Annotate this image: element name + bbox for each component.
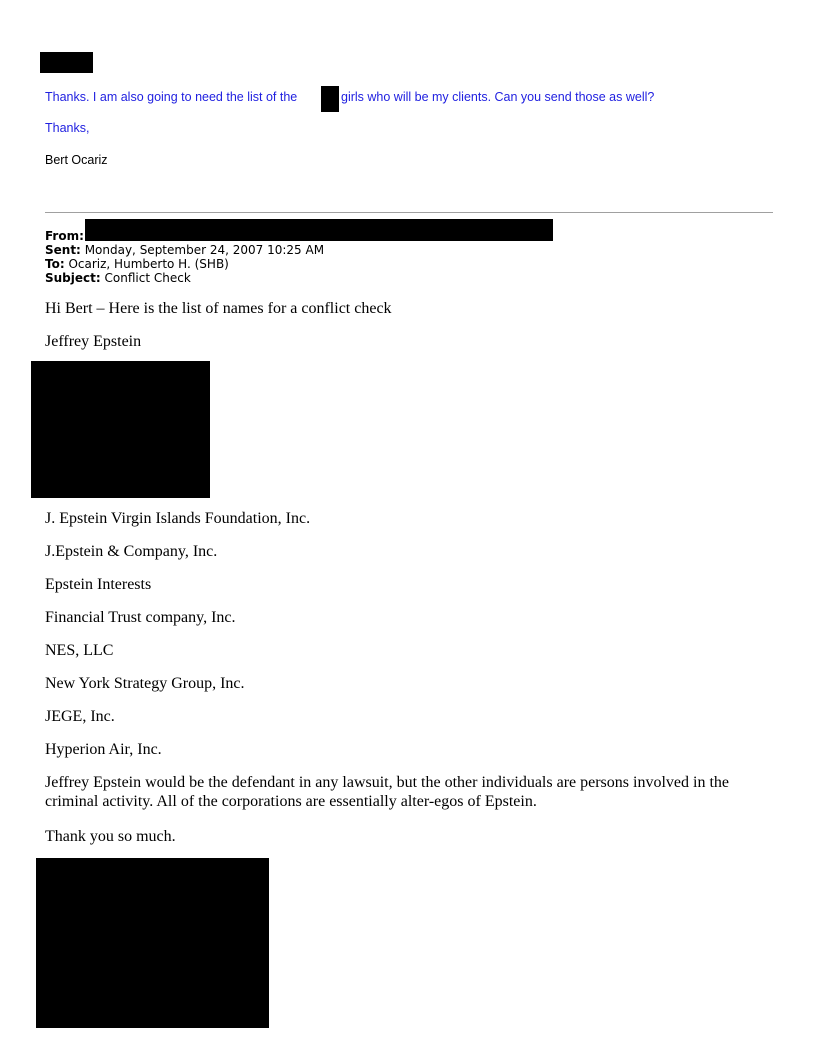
redaction-names-block	[31, 361, 210, 498]
message-thanks: Thank you so much.	[45, 828, 176, 845]
name-item: Jeffrey Epstein	[45, 333, 142, 350]
message-paragraph-line-2: criminal activity. All of the corporations are essentially alter-egos of Epstein.	[45, 793, 537, 810]
name-item: Hyperion Air, Inc.	[45, 741, 162, 758]
name-item: J.Epstein & Company, Inc.	[45, 543, 218, 560]
message-intro: Hi Bert – Here is the list of names for a conflict check	[45, 300, 392, 317]
reply-line-1	[45, 90, 297, 104]
sent-label: Sent:	[45, 243, 81, 257]
redaction-signature-block	[36, 858, 269, 1028]
sent-value: Monday, September 24, 2007 10:25 AM	[84, 243, 325, 257]
reply-text-after-redaction: girls who will be my clients. Can you send those as well?	[341, 90, 655, 104]
subject-value: Conflict Check	[104, 271, 191, 285]
name-item: NES, LLC	[45, 642, 114, 659]
name-item: J. Epstein Virgin Islands Foundation, Inc.	[45, 510, 311, 527]
name-item: Epstein Interests	[45, 576, 152, 593]
name-item: JEGE, Inc.	[45, 708, 115, 725]
redaction-block-top	[40, 52, 93, 73]
header-subject	[45, 271, 191, 285]
name-item: Financial Trust company, Inc.	[45, 609, 236, 626]
header-to	[45, 257, 229, 271]
to-value: Ocariz, Humberto H. (SHB)	[68, 257, 229, 271]
reply-signature: Bert Ocariz	[45, 153, 108, 167]
reply-text-before-redaction: Thanks. I am also going to need the list of the	[45, 90, 298, 104]
from-label: From:	[45, 229, 84, 243]
message-paragraph-line-1: Jeffrey Epstein would be the defendant in any lawsuit, but the other individuals are persons involved in the	[45, 774, 729, 791]
header-divider	[45, 212, 773, 213]
header-sent	[45, 243, 324, 257]
redaction-from-address	[85, 219, 553, 241]
header-from	[45, 229, 84, 243]
to-label: To:	[45, 257, 65, 271]
reply-line-1-continued	[341, 90, 654, 104]
subject-label: Subject:	[45, 271, 101, 285]
name-item: New York Strategy Group, Inc.	[45, 675, 245, 692]
reply-closing: Thanks,	[45, 121, 90, 135]
redaction-inline	[321, 86, 339, 112]
